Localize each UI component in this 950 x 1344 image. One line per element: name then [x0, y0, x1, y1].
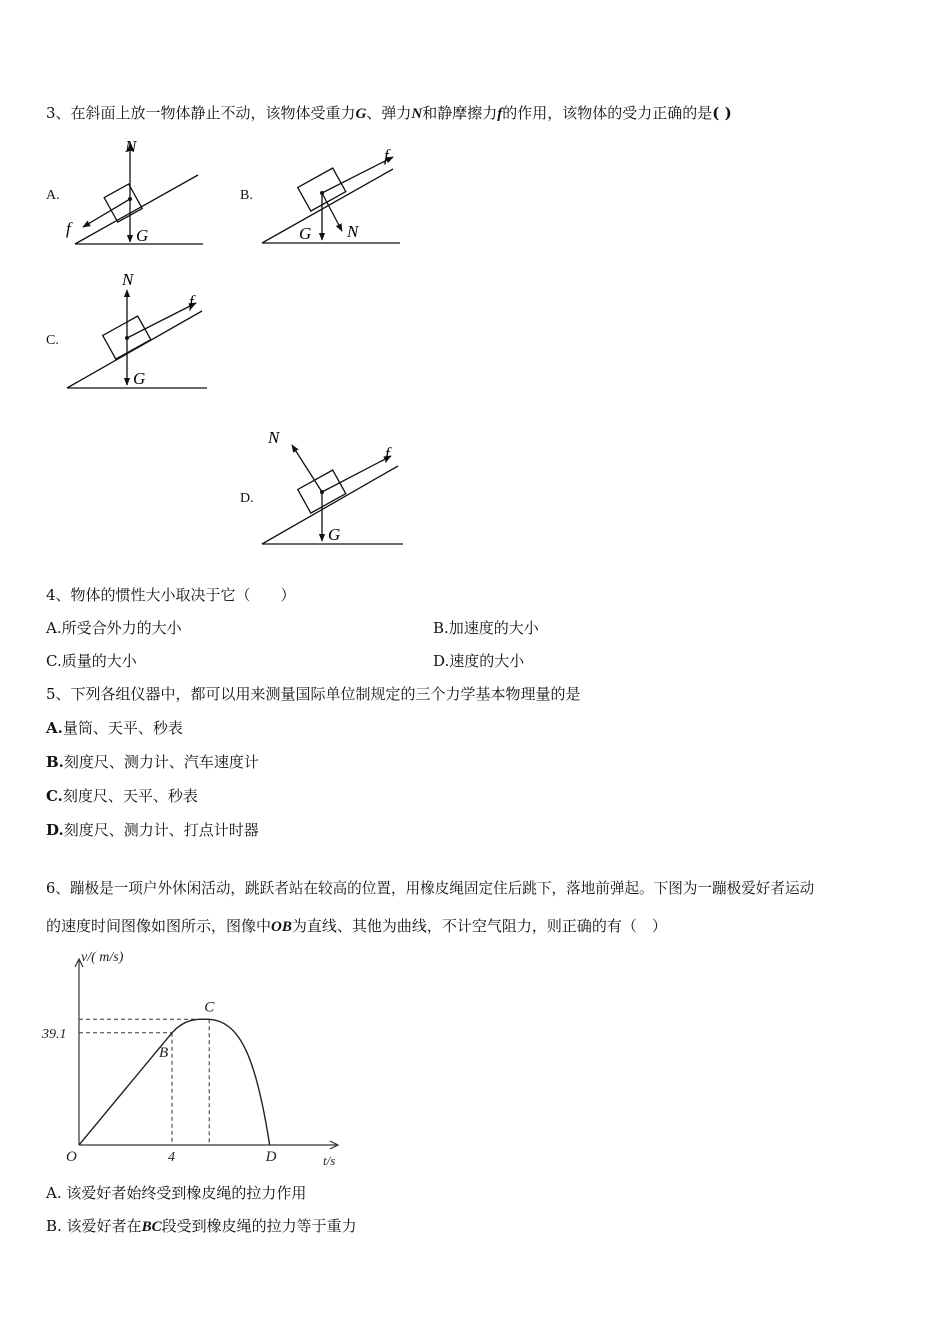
q6-option-b[interactable]: B. 该爱好者在BC段受到橡皮绳的拉力等于重力 [46, 1217, 357, 1235]
label-f-a: f [66, 219, 71, 238]
label-g-b: G [299, 224, 312, 243]
y-axis-label: v/( m/s) [81, 950, 124, 965]
q4-option-b[interactable]: B.加速度的大小 [433, 619, 539, 637]
q3-option-b-label[interactable]: B. [240, 188, 253, 203]
label-n-b: N [347, 222, 359, 241]
n-symbol: N [411, 106, 423, 122]
q4-option-d[interactable]: D.速度的大小 [433, 652, 525, 670]
f-symbol: f [497, 106, 503, 122]
g-symbol: G [355, 106, 367, 122]
q3-force-diagrams [0, 0, 950, 600]
diagram-b [262, 157, 400, 243]
label-f-b: f [384, 146, 389, 165]
arrow-f-d [322, 456, 391, 492]
x-axis-label: t/s [323, 1153, 336, 1168]
vt-curve [79, 1019, 270, 1145]
q3-option-c-label[interactable]: C. [46, 333, 59, 348]
q5-option-b[interactable]: B.刻度尺、测力计、汽车速度计 [46, 753, 259, 771]
label-n-a: N [125, 137, 137, 156]
label-f-c: f [189, 292, 194, 311]
q3-stem: 3、在斜面上放一物体静止不动，该物体受重力G、弹力N和静摩擦力f的作用，该物体的受力正确的是( ) [46, 104, 732, 122]
q6-option-a[interactable]: A. 该爱好者始终受到橡皮绳的拉力作用 [46, 1184, 307, 1202]
origin-label: O [66, 1149, 77, 1165]
label-n-c: N [122, 270, 134, 289]
q4-option-a[interactable]: A.所受合外力的大小 [46, 619, 182, 637]
q5-option-a[interactable]: A.量筒、天平、秒表 [46, 719, 183, 737]
q5-stem: 5、下列各组仪器中，都可以用来测量国际单位制规定的三个力学基本物理量的是 [46, 685, 581, 703]
arrow-f-a [83, 199, 130, 227]
q4-stem: 4、物体的惯性大小取决于它（ ） [46, 586, 296, 604]
point-label-d: D [265, 1149, 277, 1165]
label-g-d: G [328, 525, 341, 544]
x-tick-label-4: 4 [168, 1150, 175, 1165]
y-tick-label-39-1: 39.1 [42, 1026, 67, 1042]
point-label-b: B [159, 1044, 169, 1061]
vt-chart [40, 945, 360, 1175]
q3-option-d-label[interactable]: D. [240, 491, 254, 506]
q6-stem-line1: 6、蹦极是一项户外休闲活动，跳跃者站在较高的位置，用橡皮绳固定住后跳下，落地前弹起。下图为一蹦极爱好者运动 [46, 880, 815, 897]
point-label-c: C [204, 999, 215, 1016]
q3-option-a-label[interactable]: A. [46, 188, 60, 203]
label-g-a: G [136, 226, 149, 245]
label-n-d: N [268, 428, 280, 447]
q4-option-c[interactable]: C.质量的大小 [46, 652, 137, 670]
q6-stem-line2: 的速度时间图像如图所示，图像中OB为直线、其他为曲线，不计空气阻力，则正确的有（ ） [46, 917, 667, 935]
q5-option-d[interactable]: D.刻度尺、测力计、打点计时器 [46, 821, 259, 839]
label-g-c: G [133, 369, 146, 388]
q5-option-c[interactable]: C.刻度尺、天平、秒表 [46, 787, 198, 805]
label-f-d: f [385, 444, 390, 463]
